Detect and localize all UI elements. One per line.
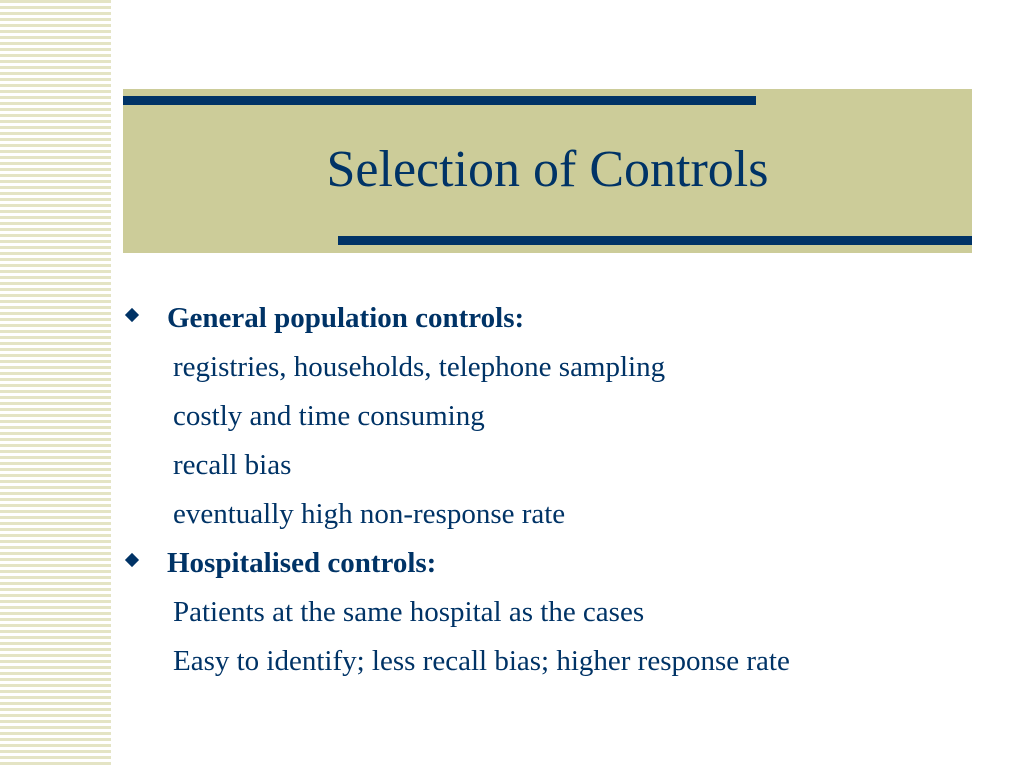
bullet-item-general-population	[123, 296, 1003, 345]
diamond-bullet-icon	[125, 553, 139, 567]
decorative-side-stripes	[0, 0, 111, 768]
sub-item	[123, 443, 1003, 492]
diamond-bullet-icon	[125, 308, 139, 322]
bullet-heading: Hospitalised controls:	[167, 547, 437, 579]
sub-item	[123, 345, 1003, 394]
sub-item	[123, 639, 1003, 688]
sub-item-text: eventually high non-response rate	[173, 498, 566, 530]
sub-item	[123, 590, 1003, 639]
sub-item-text: recall bias	[173, 449, 292, 481]
slide-content	[123, 296, 1003, 688]
bullet-heading: General population controls:	[167, 302, 525, 334]
sub-item-text: Easy to identify; less recall bias; higher response rate	[173, 645, 790, 677]
bullet-item-hospitalised	[123, 541, 1003, 590]
sub-item-text: Patients at the same hospital as the cases	[173, 596, 645, 628]
sub-item	[123, 394, 1003, 443]
sub-item	[123, 492, 1003, 541]
title-rule-top	[123, 96, 756, 105]
title-rule-bottom	[338, 236, 972, 245]
sub-item-text: costly and time consuming	[173, 400, 485, 432]
sub-item-text: registries, households, telephone sampling	[173, 351, 666, 383]
slide-title: Selection of Controls	[326, 141, 769, 198]
